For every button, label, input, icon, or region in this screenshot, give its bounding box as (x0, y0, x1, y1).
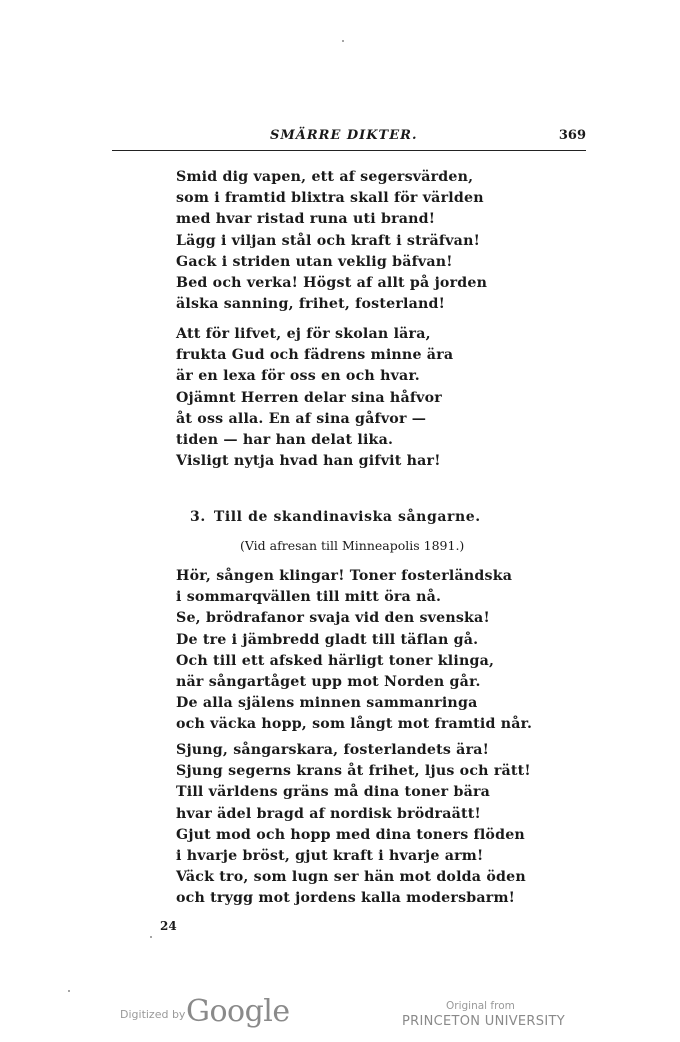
poem-1-stanza-1 (176, 167, 487, 315)
verse-line: Hör, sången klingar! Toner fosterländska (176, 568, 513, 584)
verse-line: Sjung, sångarskara, fosterlandets ära! (176, 742, 490, 758)
verse-line: Och till ett afsked härligt toner klinga, (176, 652, 495, 669)
verse-line: Visligt nytja hvad han gifvit har! (176, 453, 441, 470)
google-logo: Google (186, 994, 290, 1029)
signature-mark: 24 (160, 919, 177, 933)
header-rule (112, 150, 586, 151)
verse-line: hvar ädel bragd af nordisk brödraätt! (176, 805, 481, 822)
verse-line: i sommarqvällen till mitt öra nå. (176, 589, 442, 606)
running-title: SMÄRRE DIKTER. (270, 128, 418, 143)
verse-line: som i framtid blixtra skall för världen (176, 190, 484, 207)
verse-line: Se, brödrafanor svaja vid den svenska! (176, 610, 490, 627)
verse-line: när sångartåget upp mot Norden går. (176, 674, 481, 691)
digitized-by-label: Digitized by (120, 1008, 186, 1021)
verse-line: åt oss alla. En af sina gåfvor — (176, 410, 427, 427)
verse-line: i hvarje bröst, gjut kraft i hvarje arm! (176, 848, 484, 865)
poem-1-stanza-2 (176, 324, 453, 472)
verse-line: Sjung segerns krans åt frihet, ljus och rätt! (176, 763, 531, 780)
poem-title: Till de skandinaviska sångarne. (213, 509, 481, 525)
verse-line: är en lexa för oss en och hvar. (176, 368, 420, 385)
verse-line: De tre i jämbredd gladt till täflan gå. (176, 631, 479, 648)
verse-line: med hvar ristad runa uti brand! (176, 211, 436, 228)
verse-line: Lägg i viljan stål och kraft i sträfvan! (176, 232, 481, 249)
verse-line: Bed och verka! Högst af allt på jorden (176, 275, 488, 292)
scan-speck (68, 990, 70, 992)
verse-line: Gjut mod och hopp med dina toners flöden (176, 826, 525, 843)
poem-2-stanza-1 (176, 566, 532, 736)
poem-2-stanza-2 (176, 740, 531, 910)
running-header (112, 128, 586, 150)
poem-number: 3. (190, 509, 206, 525)
verse-line: Att för lifvet, ej för skolan lära, (176, 326, 431, 342)
verse-line: Gack i striden utan veklig bäfvan! (176, 253, 453, 270)
verse-line: frukta Gud och fädrens minne ära (176, 347, 454, 364)
verse-line: Ojämnt Herren delar sina håfvor (176, 389, 442, 406)
original-from-label: Original from (446, 1000, 515, 1012)
page-number: 369 (558, 128, 586, 143)
verse-line: älska sanning, frihet, fosterland! (176, 296, 446, 313)
poem-subtitle: (Vid afresan till Minneapolis 1891.) (240, 538, 465, 553)
scan-speck (150, 936, 152, 938)
verse-line: Smid dig vapen, ett af segersvärden, (176, 169, 474, 185)
scan-speck (342, 40, 344, 42)
verse-line: tiden — har han delat lika. (176, 432, 394, 449)
poem-2-heading (190, 509, 481, 525)
verse-line: De alla själens minnen sammanringa (176, 695, 478, 712)
verse-line: Väck tro, som lugn ser hän mot dolda öden (176, 869, 526, 886)
verse-line: och trygg mot jordens kalla modersbarm! (176, 890, 516, 907)
verse-line: och väcka hopp, som långt mot framtid når. (176, 716, 533, 733)
institution-name: PRINCETON UNIVERSITY (402, 1014, 565, 1029)
verse-line: Till världens gräns må dina toner bära (176, 784, 491, 801)
